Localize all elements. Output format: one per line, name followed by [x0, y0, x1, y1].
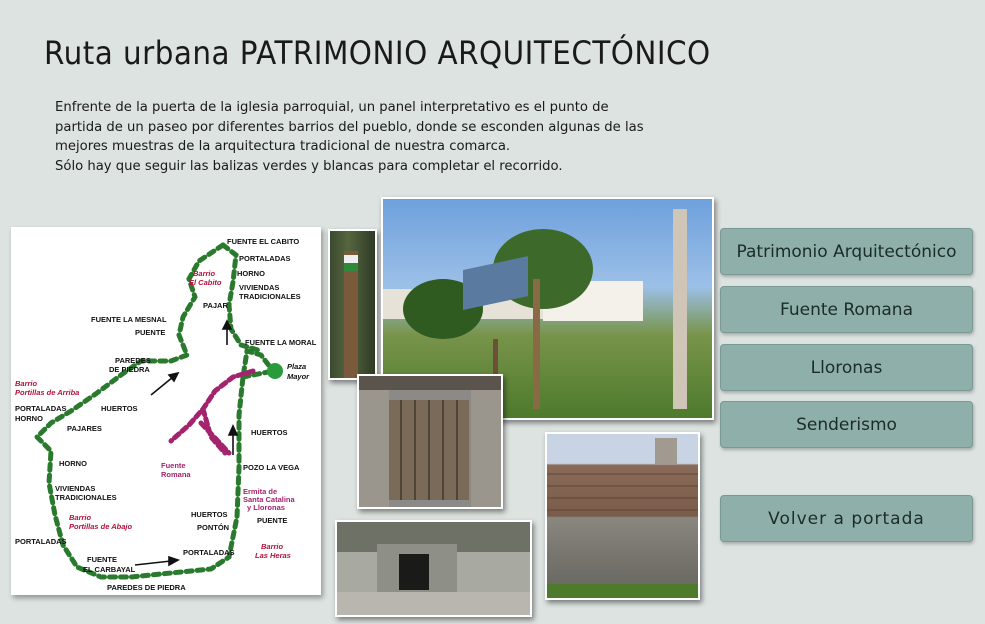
- photo-stone-house: [545, 432, 700, 600]
- map-label: HUERTOS: [101, 404, 138, 413]
- map-label: FUENTE LA MESNAL: [91, 315, 167, 324]
- intro-text: [55, 98, 655, 176]
- map-label: VIVIENDAS: [55, 484, 96, 493]
- map-label-magenta: Fuente: [161, 461, 186, 470]
- map-label: FUENTE: [87, 555, 117, 564]
- map-label: POZO LA VEGA: [243, 463, 300, 472]
- intro-line: mejores muestras de la arquitectura tradicional de nuestra comarca.: [55, 139, 511, 154]
- map-label: PUENTE: [135, 328, 166, 337]
- photo-roman-fountain: [335, 520, 532, 617]
- map-label: EL CARBAYAL: [83, 565, 136, 574]
- nav-button-fuente-romana[interactable]: Fuente Romana: [720, 286, 973, 333]
- map-label: PORTALADAS: [183, 548, 235, 557]
- map-label-barrio: Portillas de Abajo: [69, 522, 133, 531]
- map-label: PORTALADAS: [239, 254, 291, 263]
- intro-line: Sólo hay que seguir las balizas verdes y blancas para completar el recorrido.: [55, 158, 563, 174]
- map-label-italic: Mayor: [287, 372, 310, 381]
- map-label: PORTALADAS: [15, 537, 67, 546]
- map-label-barrio: Barrio: [261, 542, 284, 551]
- map-label: VIVIENDAS: [239, 283, 280, 292]
- intro-line: partida de un paseo por diferentes barrios del pueblo, donde se esconden algunas de las: [55, 119, 644, 135]
- map-label: TRADICIONALES: [55, 493, 117, 502]
- map-label: HORNO: [15, 414, 43, 423]
- map-label: PONTÓN: [197, 523, 230, 532]
- map-label-magenta: Romana: [161, 470, 191, 479]
- map-label: HORNO: [59, 459, 87, 468]
- map-label: PAJAR: [203, 301, 228, 310]
- map-label-barrio: Barrio: [15, 379, 38, 388]
- nav-button-senderismo[interactable]: Senderismo: [720, 401, 973, 448]
- map-label-magenta: Ermita de: [243, 487, 278, 496]
- back-to-cover-button[interactable]: Volver a portada: [720, 495, 973, 542]
- map-label: PAREDES: [115, 356, 151, 365]
- map-label-barrio: Las Heras: [255, 551, 291, 560]
- map-label-barrio: Barrio: [193, 269, 216, 278]
- map-label-italic: Plaza: [287, 362, 307, 371]
- route-map: [11, 227, 321, 595]
- map-label-magenta: Santa Catalina: [243, 495, 295, 504]
- map-label: PAJARES: [67, 424, 102, 433]
- map-label: HUERTOS: [191, 510, 228, 519]
- map-label-barrio: El Cabito: [189, 278, 222, 287]
- map-label: HUERTOS: [251, 428, 288, 437]
- photo-wooden-door: [357, 374, 503, 509]
- photo-waymark-post: [328, 229, 377, 380]
- map-label-barrio: Barrio: [69, 513, 92, 522]
- page-title: Ruta urbana PATRIMONIO ARQUITECTÓNICO: [44, 34, 711, 72]
- door-scene: [359, 376, 501, 507]
- map-label-magenta: y Lloronas: [247, 503, 285, 512]
- nav-button-patrimonio[interactable]: Patrimonio Arquitectónico: [720, 228, 973, 275]
- waymark-post-graphic: [330, 231, 375, 378]
- map-label-barrio: Portillas de Arriba: [15, 388, 80, 397]
- house-scene: [547, 434, 698, 598]
- fountain-scene: [337, 522, 530, 615]
- map-label: FUENTE EL CABITO: [227, 237, 300, 246]
- map-label: TRADICIONALES: [239, 292, 301, 301]
- intro-line: Enfrente de la puerta de la iglesia parroquial, un panel interpretativo es el punto de: [55, 100, 609, 115]
- map-label: DE PIEDRA: [109, 365, 150, 374]
- nav-button-lloronas[interactable]: Lloronas: [720, 344, 973, 391]
- map-label: PAREDES DE PIEDRA: [107, 583, 186, 592]
- map-label: HORNO: [237, 269, 265, 278]
- map-label: PORTALADAS: [15, 404, 67, 413]
- map-label: FUENTE LA MORAL: [245, 338, 317, 347]
- map-label: PUENTE: [257, 516, 288, 525]
